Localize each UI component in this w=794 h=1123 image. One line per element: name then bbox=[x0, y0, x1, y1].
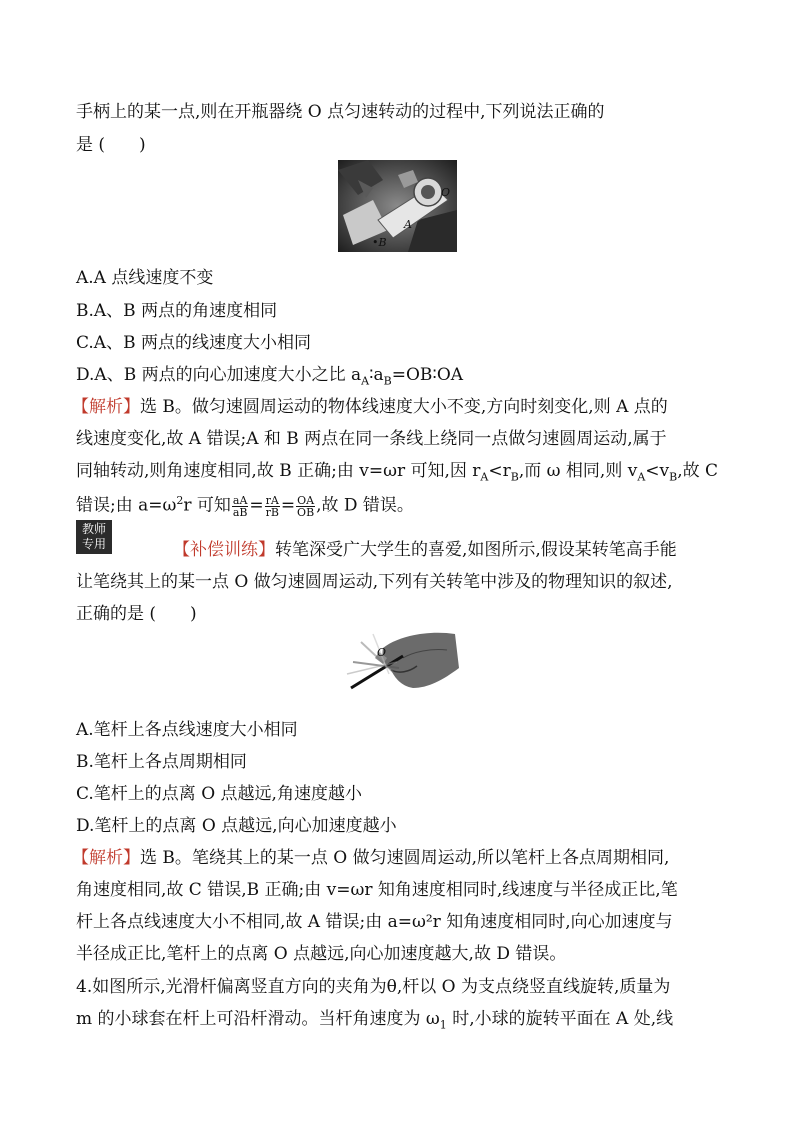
supp-line3: 正确的是 ( ) bbox=[76, 604, 197, 624]
supp-analysis-tag: 【解析】 bbox=[72, 848, 140, 868]
supp-option-b: B.笔杆上各点周期相同 bbox=[76, 752, 247, 772]
supp-analysis-line4: 半径成正比,笔杆上的点离 O 点越远,向心加速度越大,故 D 错误。 bbox=[76, 944, 567, 964]
q3-option-a: A.A 点线速度不变 bbox=[76, 268, 214, 288]
q3-option-c: C.A、B 两点的线速度大小相同 bbox=[76, 333, 311, 353]
pen-spinning-photo bbox=[343, 628, 461, 694]
figure-label-a: A bbox=[404, 218, 412, 231]
supp-line2: 让笔绕其上的某一点 O 做匀速圆周运动,下列有关转笔中涉及的物理知识的叙述, bbox=[76, 572, 673, 592]
teacher-only-badge: 教师 专用 bbox=[76, 520, 112, 554]
analysis-tag: 【解析】 bbox=[72, 397, 140, 417]
q3-stem-line2: 是 ( ) bbox=[76, 135, 146, 155]
q3-analysis-line1: 【解析】选 B。做匀速圆周运动的物体线速度大小不变,方向时刻变化,则 A 点的 bbox=[72, 397, 668, 417]
fraction-rA-rB: $\frac{rA}{rB}$ bbox=[265, 493, 279, 519]
pen-figure-label-o: O bbox=[377, 646, 387, 659]
figure-label-b: •B bbox=[372, 236, 387, 249]
supp-analysis-line1: 【解析】选 B。笔绕其上的某一点 O 做匀速圆周运动,所以笔杆上各点周期相同, bbox=[72, 848, 670, 868]
q3-analysis-line3: 同轴转动,则角速度相同,故 B 正确;由 v=ωr 可知,因 $r_A<r_B$,而 ω 相同,则 $v_A<v_B$,故 C bbox=[76, 461, 719, 484]
q3-analysis-line4: 错误;由 $a=\omega^2r$ 可知 $\frac{aA}{aB}$ = $\frac{rA}{rB}$ = $\frac{OA}{OB}$ ,故 D 错误。 bbox=[76, 493, 414, 519]
fraction-OA-OB: $\frac{OA}{OB}$ bbox=[297, 493, 315, 519]
q4-line2: m 的小球套在杆上可沿杆滑动。当杆角速度为 $\omega_1$ 时,小球的旋转平面在 A 处,线 bbox=[76, 1009, 674, 1032]
q3-option-d: D.A、B 两点的向心加速度大小之比 $a_A∶a_B=OB∶OA$ bbox=[76, 365, 464, 388]
supp-line1: 【补偿训练】转笔深受广大学生的喜爱,如图所示,假设某转笔高手能 bbox=[173, 540, 677, 560]
bottle-opener-photo bbox=[338, 160, 457, 252]
supp-option-a: A.笔杆上各点线速度大小相同 bbox=[76, 720, 298, 740]
q3-analysis-line2: 线速度变化,故 A 错误;A 和 B 两点在同一条线上绕同一点做匀速圆周运动,属于 bbox=[76, 429, 667, 449]
fraction-aA-aB: $\frac{aA}{aB}$ bbox=[232, 493, 248, 519]
supp-analysis-line3: 杆上各点线速度大小不相同,故 A 错误;由 a=ω²r 知角速度相同时,向心加速度与 bbox=[76, 912, 673, 932]
supp-option-d: D.笔杆上的点离 O 点越远,向心加速度越小 bbox=[76, 816, 397, 836]
q3-option-b: B.A、B 两点的角速度相同 bbox=[76, 301, 278, 321]
q3-stem-line1: 手柄上的某一点,则在开瓶器绕 O 点匀速转动的过程中,下列说法正确的 bbox=[76, 102, 605, 122]
supp-option-c: C.笔杆上的点离 O 点越远,角速度越小 bbox=[76, 784, 362, 804]
supp-tag: 【补偿训练】 bbox=[173, 540, 275, 560]
q4-line1: 4.如图所示,光滑杆偏离竖直方向的夹角为θ,杆以 O 为支点绕竖直线旋转,质量为 bbox=[76, 977, 671, 997]
supp-analysis-line2: 角速度相同,故 C 错误,B 正确;由 v=ωr 知角速度相同时,线速度与半径成正比,笔 bbox=[76, 880, 678, 900]
figure-label-o: O bbox=[441, 186, 451, 199]
